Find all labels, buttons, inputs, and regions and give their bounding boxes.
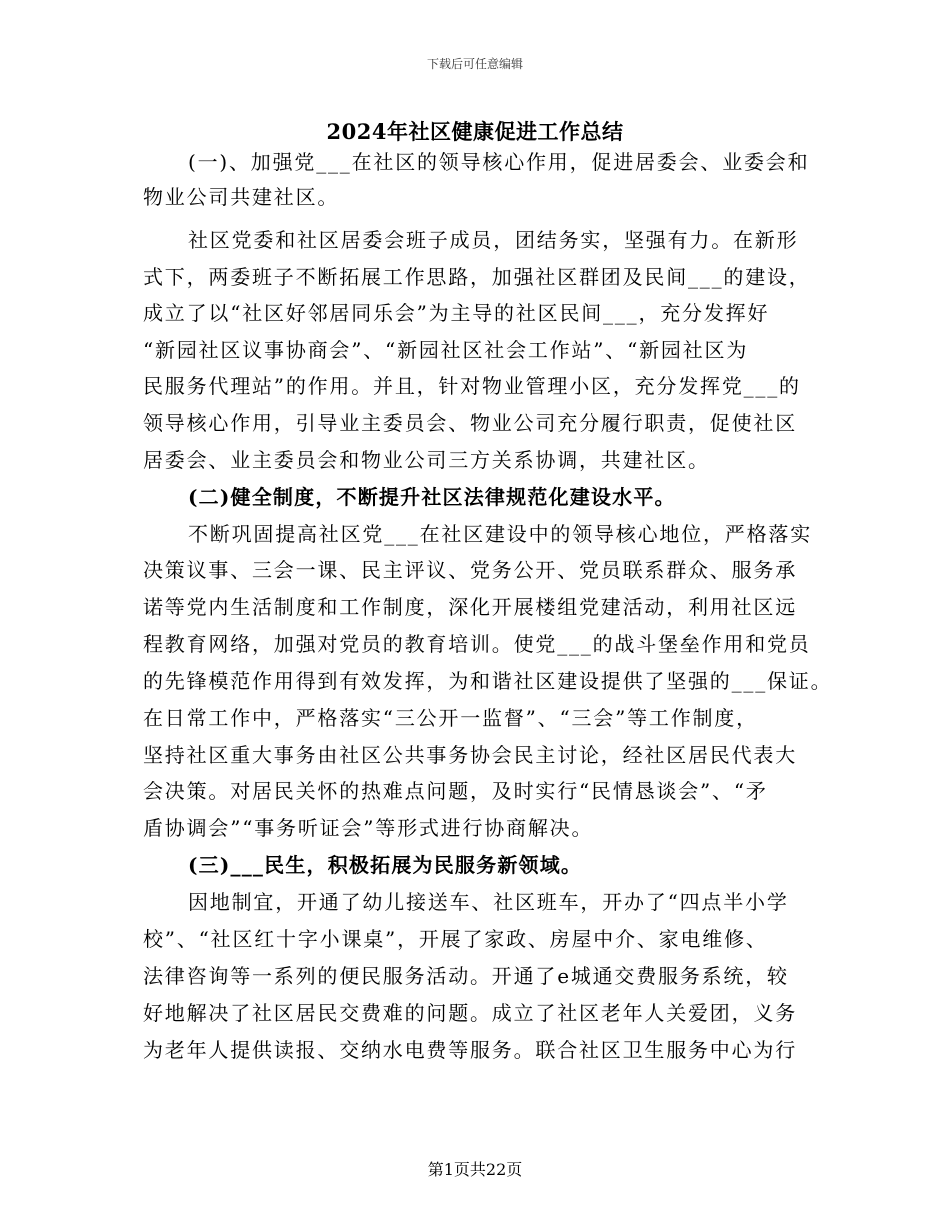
section-heading: (三)___民生，积极拓展为民服务新领域。 (188, 853, 583, 877)
paragraph-line: 居委会、业主委员会和物业公司三方关系协调，共建社区。 (143, 448, 710, 472)
paragraph-line: 校”、“社区红十字小课桌”，开展了家政、房屋中介、家电维修、 (143, 927, 768, 951)
paragraph-line: 诺等党内生活制度和工作制度，深化开展楼组党建活动，利用社区远 (143, 595, 797, 619)
page-footer: 第1页共22页 (427, 1160, 523, 1179)
header-note: 下载后可任意编辑 (426, 57, 523, 71)
paragraph-line: 法律咨询等一系列的便民服务活动。开通了e城通交费服务系统，较 (143, 964, 789, 988)
paragraph-line: 式下，两委班子不断拓展工作思路，加强社区群团及民间___的建设， (143, 265, 811, 289)
paragraph-line: 为老年人提供读报、交纳水电费等服务。联合社区卫生服务中心为行 (143, 1038, 797, 1062)
section-heading: (二)健全制度，不断提升社区法律规范化建设水平。 (188, 485, 676, 509)
paragraph-line: 坚持社区重大事务由社区公共事务协会民主讨论，经社区居民代表大 (143, 743, 797, 767)
paragraph-line: 物业公司共建社区。 (143, 185, 340, 209)
paragraph-line: 不断巩固提高社区党___在社区建设中的领导核心地位，严格落实 (188, 522, 812, 546)
paragraph-line: (一)、加强党___在社区的领导核心作用，促进居委会、业委会和 (188, 150, 810, 174)
paragraph-line: 在日常工作中，严格落实“三公开一监督”、“三会”等工作制度， (143, 706, 758, 730)
document-title: 2024年社区健康促进工作总结 (326, 119, 624, 144)
paragraph-line: 因地制宜，开通了幼儿接送车、社区班车，开办了“四点半小学 (188, 890, 789, 914)
paragraph-line: 程教育网络，加强对党员的教育培训。使党___的战斗堡垒作用和党员 (143, 632, 811, 656)
paragraph-line: 的先锋模范作用得到有效发挥，为和谐社区建设提供了坚强的___保证。 (143, 669, 833, 693)
paragraph-line: 决策议事、三会一课、民主评议、党务公开、党员联系群众、服务承 (143, 558, 797, 582)
paragraph-line: 社区党委和社区居委会班子成员，团结务实，坚强有力。在新形 (188, 228, 799, 252)
paragraph-line: 民服务代理站”的作用。并且，针对物业管理小区，充分发挥党___的 (143, 374, 801, 398)
paragraph-line: 好地解决了社区居民交费难的问题。成立了社区老年人关爱团，义务 (143, 1001, 797, 1025)
paragraph-line: 领导核心作用，引导业主委员会、物业公司充分履行职责，促使社区 (143, 411, 797, 435)
paragraph-line: “新园社区议事协商会”、“新园社区社会工作站”、“新园社区为 (143, 338, 749, 362)
paragraph-line: 成立了以“社区好邻居同乐会”为主导的社区民间___，充分发挥好 (143, 301, 770, 325)
paragraph-line: 盾协调会”“事务听证会”等形式进行协商解决。 (143, 816, 594, 840)
paragraph-line: 会决策。对居民关怀的热难点问题，及时实行“民情恳谈会”、“矛 (143, 779, 768, 803)
